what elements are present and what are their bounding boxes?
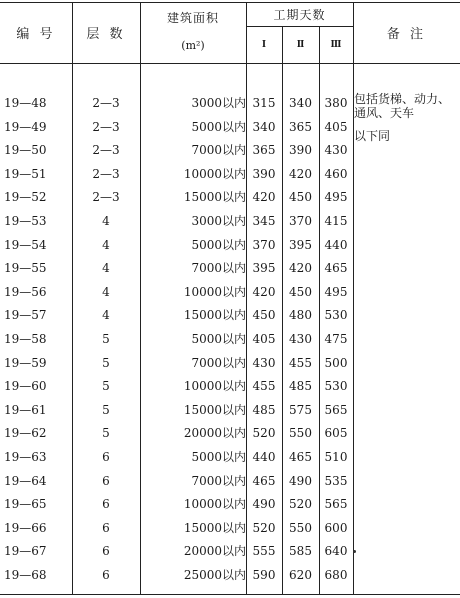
header-code: 编 号 (16, 27, 56, 42)
cell-d1: 315 (252, 96, 276, 110)
table-row (0, 446, 460, 469)
cell-code: 19—61 (4, 402, 47, 417)
cell-d2: 370 (289, 214, 312, 228)
cell-d3: 605 (324, 426, 348, 441)
cell-layers: 5 (102, 426, 110, 441)
header-days-col-2: Ⅱ (296, 39, 305, 50)
cell-d2: 490 (289, 473, 312, 488)
cell-area: 5000以内 (191, 237, 246, 252)
cell-area: 7000以内 (191, 261, 246, 276)
cell-d3: 565 (324, 497, 348, 512)
cell-layers: 4 (102, 237, 110, 252)
cell-d3: 535 (324, 473, 348, 488)
cell-layers: 2—3 (92, 166, 120, 181)
cell-d2: 340 (289, 96, 312, 110)
table-row (0, 281, 460, 304)
header-days-col-3: Ⅲ (330, 39, 342, 50)
cell-d1: 485 (252, 402, 276, 417)
cell-area: 7000以内 (191, 355, 246, 370)
cell-layers: 6 (102, 520, 110, 535)
cell-d3: 460 (324, 166, 348, 181)
cell-code: 19—52 (4, 190, 47, 205)
cell-d3: 495 (324, 284, 348, 299)
cell-d3: 530 (324, 308, 348, 323)
table-row (0, 210, 460, 233)
cell-code: 19—67 (4, 544, 47, 559)
cell-d1: 520 (252, 520, 276, 535)
cell-code: 19—60 (4, 379, 47, 394)
cell-d2: 465 (289, 450, 312, 464)
header-layers: 层 数 (86, 27, 126, 42)
cell-d3: 380 (324, 96, 348, 110)
cell-layers: 6 (102, 544, 110, 559)
cell-d1: 390 (252, 166, 276, 181)
cell-d1: 465 (252, 473, 276, 488)
cell-code: 19—65 (4, 497, 47, 512)
cell-code: 19—59 (4, 355, 47, 370)
cell-area: 3000以内 (191, 96, 246, 110)
cell-d2: 390 (289, 143, 312, 158)
cell-code: 19—48 (4, 96, 47, 110)
cell-code: 19—68 (4, 568, 47, 582)
cell-d2: 365 (289, 119, 312, 134)
cell-code: 19—51 (4, 166, 47, 181)
header-area-unit: (m²) (181, 38, 205, 52)
cell-d1: 520 (252, 426, 276, 441)
table-row (0, 399, 460, 422)
cell-area: 15000以内 (183, 402, 246, 417)
table-row (0, 186, 460, 209)
cell-d1: 590 (252, 568, 276, 582)
cell-d1: 395 (252, 261, 276, 276)
stray-dot-mark (353, 550, 356, 553)
cell-area: 7000以内 (191, 473, 246, 488)
cell-d3: 510 (324, 450, 348, 464)
header-days: 工期天数 (273, 7, 326, 22)
cell-area: 5000以内 (191, 332, 246, 346)
table-bottom-border (0, 594, 460, 595)
cell-d1: 455 (252, 379, 276, 394)
cell-d3: 415 (324, 214, 348, 228)
table-row (0, 234, 460, 257)
cell-d2: 450 (289, 284, 312, 299)
cell-d2: 395 (289, 237, 312, 252)
table-row (0, 304, 460, 327)
cell-area: 10000以内 (183, 497, 246, 512)
cell-area: 25000以内 (183, 568, 246, 582)
cell-d1: 555 (252, 544, 276, 559)
cell-d1: 490 (252, 497, 276, 512)
table-row (0, 493, 460, 516)
remark-line-1: 包括货梯、动力、 (354, 92, 451, 106)
cell-area: 5000以内 (191, 450, 246, 464)
cell-area: 5000以内 (191, 119, 246, 134)
cell-layers: 4 (102, 284, 110, 299)
cell-d1: 450 (252, 308, 276, 323)
remark-text (354, 92, 460, 143)
table-row (0, 422, 460, 445)
cell-area: 3000以内 (191, 214, 246, 228)
table-row (0, 564, 460, 587)
cell-d1: 440 (252, 450, 276, 464)
cell-d2: 575 (289, 402, 312, 417)
cell-layers: 2—3 (92, 190, 120, 205)
cell-d1: 420 (252, 190, 276, 205)
cell-layers: 6 (102, 568, 110, 582)
cell-d2: 430 (289, 332, 312, 346)
cell-area: 10000以内 (183, 379, 246, 394)
cell-d3: 475 (324, 332, 348, 346)
cell-area: 15000以内 (183, 190, 246, 205)
cell-layers: 4 (102, 308, 110, 323)
header-days-col-1: Ⅰ (261, 39, 267, 50)
cell-d2: 450 (289, 190, 312, 205)
cell-d1: 405 (252, 332, 276, 346)
cell-d3: 495 (324, 190, 348, 205)
cell-d3: 465 (324, 261, 348, 276)
table-row (0, 352, 460, 375)
table-row (0, 257, 460, 280)
cell-area: 10000以内 (183, 166, 246, 181)
cell-code: 19—63 (4, 450, 47, 464)
table-row (0, 517, 460, 540)
cell-code: 19—56 (4, 284, 47, 299)
cell-d2: 520 (289, 497, 312, 512)
cell-d3: 500 (324, 355, 348, 370)
cell-code: 19—50 (4, 143, 47, 158)
cell-d3: 565 (324, 402, 348, 417)
cell-code: 19—57 (4, 308, 47, 323)
cell-code: 19—54 (4, 237, 47, 252)
cell-d1: 430 (252, 355, 276, 370)
cell-d2: 420 (289, 166, 312, 181)
cell-d2: 550 (289, 426, 312, 441)
cell-layers: 4 (102, 214, 110, 228)
cell-layers: 6 (102, 497, 110, 512)
cell-code: 19—55 (4, 261, 47, 276)
cell-area: 20000以内 (183, 544, 246, 559)
header-area: 建筑面积 (166, 10, 219, 25)
cell-d1: 365 (252, 143, 276, 158)
cell-d1: 420 (252, 284, 276, 299)
cell-layers: 5 (102, 355, 110, 370)
cell-d3: 405 (324, 119, 348, 134)
cell-d3: 640 (324, 544, 348, 559)
cell-layers: 4 (102, 261, 110, 276)
cell-code: 19—62 (4, 426, 47, 441)
cell-d1: 370 (252, 237, 276, 252)
cell-area: 15000以内 (183, 520, 246, 535)
cell-d3: 440 (324, 237, 348, 252)
cell-d3: 680 (324, 568, 348, 582)
cell-area: 20000以内 (183, 426, 246, 441)
cell-d2: 480 (289, 308, 312, 323)
cell-layers: 5 (102, 379, 110, 394)
header-bottom-border (0, 63, 460, 64)
table-row (0, 470, 460, 493)
table-row (0, 163, 460, 186)
cell-d2: 585 (289, 544, 312, 559)
cell-area: 10000以内 (183, 284, 246, 299)
cell-d3: 530 (324, 379, 348, 394)
cell-area: 7000以内 (191, 143, 246, 158)
cell-code: 19—64 (4, 473, 47, 488)
cell-d3: 430 (324, 143, 348, 158)
cell-layers: 2—3 (92, 119, 120, 134)
cell-d2: 485 (289, 379, 312, 394)
cell-code: 19—49 (4, 119, 47, 134)
remark-line-2: 通风、天车 (354, 106, 415, 120)
cell-d2: 550 (289, 520, 312, 535)
cell-layers: 6 (102, 450, 110, 464)
cell-layers: 6 (102, 473, 110, 488)
table-row (0, 328, 460, 351)
cell-layers: 2—3 (92, 96, 120, 110)
cell-d2: 620 (289, 568, 312, 582)
cell-code: 19—66 (4, 520, 47, 535)
cell-d1: 345 (252, 214, 276, 228)
table-row (0, 375, 460, 398)
cell-d2: 420 (289, 261, 312, 276)
table-row (0, 540, 460, 563)
cell-code: 19—58 (4, 332, 47, 346)
cell-layers: 5 (102, 332, 110, 346)
cell-code: 19—53 (4, 214, 47, 228)
cell-d1: 340 (252, 119, 276, 134)
cell-d2: 455 (289, 355, 312, 370)
cell-d3: 600 (324, 520, 348, 535)
cell-area: 15000以内 (183, 308, 246, 323)
remark-line-3: 以下同 (354, 129, 391, 143)
cell-layers: 2—3 (92, 143, 120, 158)
cell-layers: 5 (102, 402, 110, 417)
header-remark: 备 注 (386, 27, 427, 42)
